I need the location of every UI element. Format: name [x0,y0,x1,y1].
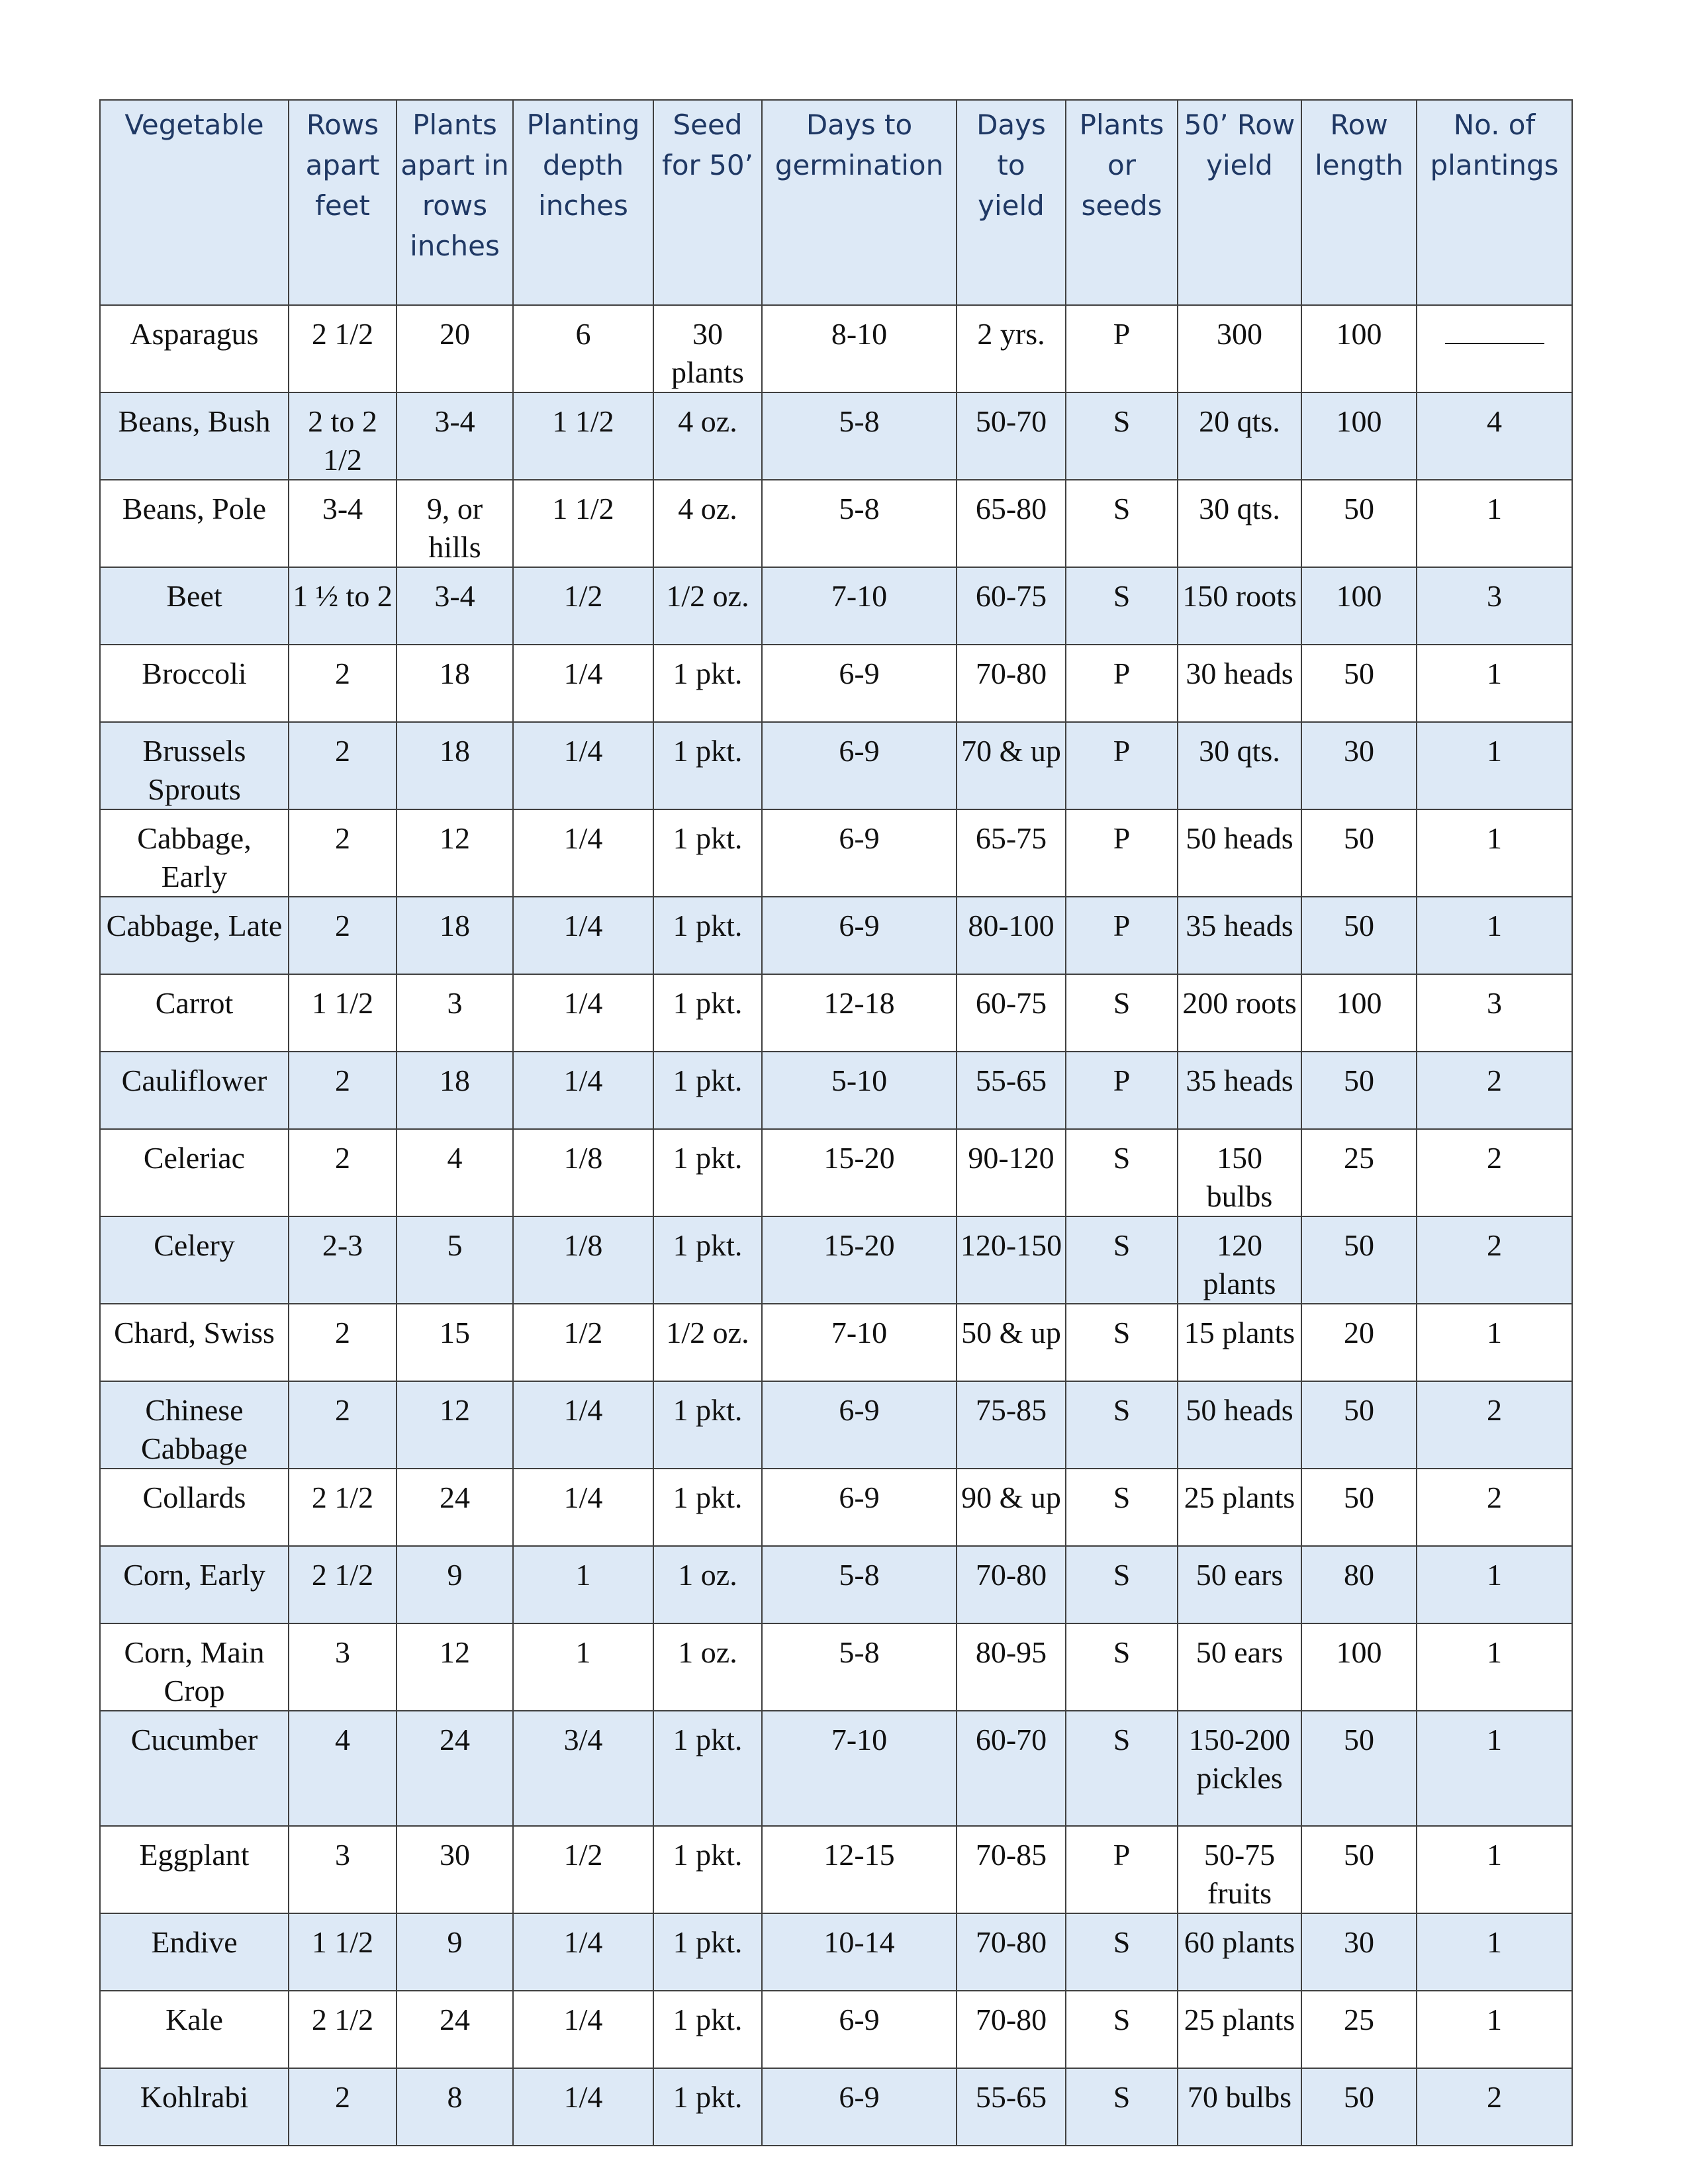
cell-planting-depth: 1/4 [513,2068,653,2146]
cell-row-yield: 150 bulbs [1178,1129,1301,1216]
cell-rows-apart: 3 [289,1623,397,1711]
header-row-length: Row length [1301,100,1417,305]
table-row [100,1381,1572,1469]
header-row-yield: 50’ Row yield [1178,100,1301,305]
cell-planting-depth: 1/4 [513,897,653,974]
cell-row-yield: 25 plants [1178,1991,1301,2068]
cell-row-length: 50 [1301,1216,1417,1304]
table-row [100,645,1572,722]
cell-days-to-germination: 6-9 [762,1469,957,1546]
cell-row-length: 50 [1301,1052,1417,1129]
cell-plants-or-seeds: P [1066,1826,1178,1913]
cell-plants-or-seeds: S [1066,1546,1178,1623]
cell-row-length: 25 [1301,1991,1417,2068]
cell-seed-for-50: 1 pkt. [653,2068,762,2146]
cell-planting-depth: 1/4 [513,1991,653,2068]
cell-planting-depth: 1/2 [513,567,653,645]
cell-days-to-yield: 70-85 [957,1826,1066,1913]
cell-rows-apart: 2 1/2 [289,1469,397,1546]
cell-row-yield: 50-75 fruits [1178,1826,1301,1913]
table-row [100,1469,1572,1546]
cell-seed-for-50: 1 pkt. [653,1913,762,1991]
cell-days-to-yield: 70-80 [957,645,1066,722]
cell-row-length: 20 [1301,1304,1417,1381]
cell-plants-or-seeds: S [1066,480,1178,567]
cell-days-to-germination: 12-18 [762,974,957,1052]
cell-planting-depth: 1/4 [513,1913,653,1991]
cell-row-yield: 120 plants [1178,1216,1301,1304]
cell-row-length: 100 [1301,567,1417,645]
cell-no-of-plantings [1417,305,1572,392]
cell-days-to-germination: 10-14 [762,1913,957,1991]
cell-rows-apart: 2 [289,2068,397,2146]
table-row [100,897,1572,974]
cell-row-yield: 15 plants [1178,1304,1301,1381]
cell-vegetable: Beans, Bush [100,392,289,480]
cell-row-length: 100 [1301,392,1417,480]
cell-planting-depth: 1/8 [513,1129,653,1216]
cell-planting-depth: 1 1/2 [513,480,653,567]
cell-days-to-yield: 80-95 [957,1623,1066,1711]
cell-days-to-yield: 60-75 [957,567,1066,645]
cell-vegetable: Celery [100,1216,289,1304]
cell-days-to-germination: 5-8 [762,392,957,480]
cell-planting-depth: 1/4 [513,809,653,897]
cell-plants-or-seeds: S [1066,1216,1178,1304]
cell-vegetable: Beans, Pole [100,480,289,567]
cell-days-to-yield: 2 yrs. [957,305,1066,392]
cell-plants-or-seeds: S [1066,1991,1178,2068]
cell-row-yield: 30 heads [1178,645,1301,722]
cell-rows-apart: 2 [289,897,397,974]
table-row [100,2068,1572,2146]
cell-row-length: 50 [1301,1711,1417,1826]
cell-days-to-yield: 75-85 [957,1381,1066,1469]
header-rows-apart: Rows apart feet [289,100,397,305]
cell-planting-depth: 1/8 [513,1216,653,1304]
cell-planting-depth: 1 [513,1623,653,1711]
cell-no-of-plantings: 1 [1417,809,1572,897]
cell-seed-for-50: 1 pkt. [653,722,762,809]
cell-days-to-germination: 6-9 [762,1381,957,1469]
cell-rows-apart: 3-4 [289,480,397,567]
cell-row-yield: 150 roots [1178,567,1301,645]
cell-plants-or-seeds: S [1066,1129,1178,1216]
cell-seed-for-50: 1 pkt. [653,1381,762,1469]
cell-plants-apart: 18 [397,645,513,722]
cell-no-of-plantings: 2 [1417,2068,1572,2146]
cell-vegetable: Cucumber [100,1711,289,1826]
cell-plants-apart: 5 [397,1216,513,1304]
cell-row-length: 80 [1301,1546,1417,1623]
cell-seed-for-50: 1 pkt. [653,809,762,897]
cell-rows-apart: 2 1/2 [289,1991,397,2068]
cell-row-yield: 200 roots [1178,974,1301,1052]
cell-plants-or-seeds: S [1066,1469,1178,1546]
cell-rows-apart: 2 [289,1381,397,1469]
cell-no-of-plantings: 1 [1417,1546,1572,1623]
header-no-of-plantings: No. of plantings [1417,100,1572,305]
cell-plants-or-seeds: P [1066,645,1178,722]
cell-row-yield: 150-200 pickles [1178,1711,1301,1826]
cell-row-length: 25 [1301,1129,1417,1216]
table-row [100,1991,1572,2068]
header-row [100,100,1572,305]
cell-planting-depth: 1/4 [513,645,653,722]
cell-no-of-plantings: 3 [1417,974,1572,1052]
table-row [100,809,1572,897]
cell-days-to-germination: 5-8 [762,480,957,567]
cell-row-yield: 35 heads [1178,1052,1301,1129]
cell-days-to-yield: 120-150 [957,1216,1066,1304]
header-plants-or-seeds: Plants or seeds [1066,100,1178,305]
table-row [100,1052,1572,1129]
cell-rows-apart: 2 [289,1052,397,1129]
cell-planting-depth: 1 1/2 [513,392,653,480]
cell-vegetable: Corn, Early [100,1546,289,1623]
cell-plants-apart: 18 [397,1052,513,1129]
cell-vegetable: Carrot [100,974,289,1052]
cell-rows-apart: 4 [289,1711,397,1826]
header-planting-depth: Planting depth inches [513,100,653,305]
cell-row-length: 100 [1301,305,1417,392]
cell-days-to-yield: 55-65 [957,1052,1066,1129]
table-row [100,1546,1572,1623]
cell-rows-apart: 2 [289,1129,397,1216]
cell-days-to-yield: 70-80 [957,1991,1066,2068]
cell-seed-for-50: 30 plants [653,305,762,392]
cell-vegetable: Endive [100,1913,289,1991]
cell-seed-for-50: 1 pkt. [653,1991,762,2068]
cell-rows-apart: 2 1/2 [289,1546,397,1623]
cell-days-to-yield: 70-80 [957,1546,1066,1623]
cell-no-of-plantings: 1 [1417,1826,1572,1913]
cell-days-to-yield: 65-80 [957,480,1066,567]
cell-rows-apart: 1 1/2 [289,974,397,1052]
cell-rows-apart: 2-3 [289,1216,397,1304]
cell-plants-apart: 15 [397,1304,513,1381]
cell-days-to-yield: 70-80 [957,1913,1066,1991]
cell-plants-or-seeds: S [1066,1381,1178,1469]
cell-plants-apart: 30 [397,1826,513,1913]
cell-seed-for-50: 1 pkt. [653,645,762,722]
cell-days-to-yield: 50-70 [957,392,1066,480]
cell-plants-apart: 8 [397,2068,513,2146]
cell-row-length: 50 [1301,897,1417,974]
cell-plants-apart: 18 [397,897,513,974]
cell-days-to-germination: 12-15 [762,1826,957,1913]
cell-row-yield: 50 ears [1178,1546,1301,1623]
cell-days-to-germination: 6-9 [762,1991,957,2068]
cell-row-yield: 300 [1178,305,1301,392]
cell-vegetable: Cauliflower [100,1052,289,1129]
cell-plants-apart: 20 [397,305,513,392]
table-row [100,1129,1572,1216]
cell-rows-apart: 2 [289,722,397,809]
cell-seed-for-50: 1 pkt. [653,1711,762,1826]
cell-days-to-yield: 50 & up [957,1304,1066,1381]
cell-rows-apart: 2 [289,809,397,897]
cell-plants-apart: 12 [397,1623,513,1711]
cell-vegetable: Beet [100,567,289,645]
cell-planting-depth: 1/4 [513,974,653,1052]
cell-rows-apart: 3 [289,1826,397,1913]
cell-row-yield: 30 qts. [1178,480,1301,567]
cell-no-of-plantings: 1 [1417,722,1572,809]
cell-plants-apart: 3 [397,974,513,1052]
cell-no-of-plantings: 2 [1417,1381,1572,1469]
header-plants-apart: Plants apart in rows inches [397,100,513,305]
cell-plants-apart: 12 [397,809,513,897]
cell-rows-apart: 1 1/2 [289,1913,397,1991]
cell-planting-depth: 1/4 [513,1052,653,1129]
cell-days-to-yield: 80-100 [957,897,1066,974]
cell-seed-for-50: 1 pkt. [653,974,762,1052]
cell-days-to-germination: 5-10 [762,1052,957,1129]
cell-row-length: 30 [1301,722,1417,809]
cell-vegetable: Kohlrabi [100,2068,289,2146]
cell-vegetable: Asparagus [100,305,289,392]
cell-row-length: 50 [1301,1826,1417,1913]
cell-no-of-plantings: 1 [1417,1623,1572,1711]
cell-days-to-yield: 55-65 [957,2068,1066,2146]
cell-plants-apart: 24 [397,1711,513,1826]
cell-plants-apart: 9 [397,1913,513,1991]
cell-seed-for-50: 1 pkt. [653,1052,762,1129]
cell-days-to-yield: 70 & up [957,722,1066,809]
cell-plants-apart: 12 [397,1381,513,1469]
cell-seed-for-50: 1 pkt. [653,1129,762,1216]
table-row [100,1826,1572,1913]
cell-row-length: 50 [1301,645,1417,722]
cell-row-yield: 70 bulbs [1178,2068,1301,2146]
cell-no-of-plantings: 1 [1417,1304,1572,1381]
cell-row-length: 30 [1301,1913,1417,1991]
cell-seed-for-50: 1 pkt. [653,1469,762,1546]
cell-row-length: 50 [1301,480,1417,567]
cell-plants-or-seeds: S [1066,567,1178,645]
cell-row-yield: 25 plants [1178,1469,1301,1546]
table-row [100,1623,1572,1711]
cell-seed-for-50: 1 pkt. [653,897,762,974]
cell-rows-apart: 2 [289,1304,397,1381]
header-days-to-yield: Days to yield [957,100,1066,305]
cell-plants-apart: 24 [397,1469,513,1546]
cell-rows-apart: 2 to 2 1/2 [289,392,397,480]
cell-plants-or-seeds: P [1066,897,1178,974]
cell-planting-depth: 1/2 [513,1304,653,1381]
cell-seed-for-50: 1 pkt. [653,1216,762,1304]
cell-days-to-germination: 15-20 [762,1129,957,1216]
cell-days-to-germination: 7-10 [762,567,957,645]
cell-vegetable: Kale [100,1991,289,2068]
cell-days-to-germination: 8-10 [762,305,957,392]
cell-seed-for-50: 1/2 oz. [653,567,762,645]
cell-days-to-germination: 6-9 [762,897,957,974]
cell-rows-apart: 2 [289,645,397,722]
cell-row-yield: 60 plants [1178,1913,1301,1991]
cell-plants-or-seeds: P [1066,809,1178,897]
cell-plants-apart: 3-4 [397,392,513,480]
cell-days-to-germination: 7-10 [762,1304,957,1381]
cell-plants-or-seeds: S [1066,1623,1178,1711]
table-row [100,1913,1572,1991]
cell-days-to-germination: 15-20 [762,1216,957,1304]
cell-plants-or-seeds: P [1066,305,1178,392]
table-row [100,1711,1572,1826]
cell-no-of-plantings: 1 [1417,1991,1572,2068]
cell-planting-depth: 1 [513,1546,653,1623]
cell-vegetable: Eggplant [100,1826,289,1913]
cell-no-of-plantings: 4 [1417,392,1572,480]
cell-days-to-germination: 5-8 [762,1546,957,1623]
cell-planting-depth: 1/4 [513,1381,653,1469]
table-row [100,567,1572,645]
cell-plants-or-seeds: P [1066,1052,1178,1129]
cell-days-to-yield: 90-120 [957,1129,1066,1216]
cell-row-yield: 35 heads [1178,897,1301,974]
cell-planting-depth: 1/4 [513,722,653,809]
cell-plants-apart: 18 [397,722,513,809]
table-row [100,974,1572,1052]
cell-days-to-germination: 6-9 [762,645,957,722]
table-row [100,1216,1572,1304]
cell-vegetable: Collards [100,1469,289,1546]
cell-days-to-yield: 60-70 [957,1711,1066,1826]
table-row [100,480,1572,567]
vegetable-planting-table [99,99,1573,2146]
cell-row-length: 50 [1301,1381,1417,1469]
cell-vegetable: Cabbage, Early [100,809,289,897]
cell-row-length: 100 [1301,1623,1417,1711]
cell-days-to-germination: 6-9 [762,722,957,809]
table-row [100,305,1572,392]
cell-vegetable: Celeriac [100,1129,289,1216]
cell-vegetable: Chard, Swiss [100,1304,289,1381]
cell-rows-apart: 1 ½ to 2 [289,567,397,645]
cell-seed-for-50: 1 oz. [653,1546,762,1623]
cell-planting-depth: 1/2 [513,1826,653,1913]
cell-seed-for-50: 4 oz. [653,480,762,567]
cell-no-of-plantings: 1 [1417,1913,1572,1991]
cell-vegetable: Cabbage, Late [100,897,289,974]
cell-no-of-plantings: 2 [1417,1129,1572,1216]
cell-no-of-plantings: 2 [1417,1052,1572,1129]
cell-seed-for-50: 1 oz. [653,1623,762,1711]
cell-plants-or-seeds: P [1066,722,1178,809]
blank-line [1445,315,1544,344]
cell-plants-apart: 4 [397,1129,513,1216]
cell-row-length: 50 [1301,2068,1417,2146]
cell-days-to-yield: 65-75 [957,809,1066,897]
cell-plants-apart: 3-4 [397,567,513,645]
cell-days-to-germination: 7-10 [762,1711,957,1826]
header-days-to-germination: Days to germination [762,100,957,305]
table-row [100,1304,1572,1381]
cell-seed-for-50: 1 pkt. [653,1826,762,1913]
cell-row-yield: 50 heads [1178,809,1301,897]
header-seed-for-50: Seed for 50’ [653,100,762,305]
cell-row-length: 50 [1301,1469,1417,1546]
cell-no-of-plantings: 1 [1417,897,1572,974]
cell-days-to-germination: 5-8 [762,1623,957,1711]
cell-seed-for-50: 4 oz. [653,392,762,480]
cell-vegetable: Broccoli [100,645,289,722]
cell-rows-apart: 2 1/2 [289,305,397,392]
cell-plants-or-seeds: S [1066,2068,1178,2146]
cell-planting-depth: 1/4 [513,1469,653,1546]
cell-days-to-yield: 60-75 [957,974,1066,1052]
cell-vegetable: Chinese Cabbage [100,1381,289,1469]
cell-days-to-germination: 6-9 [762,809,957,897]
cell-no-of-plantings: 1 [1417,645,1572,722]
cell-row-yield: 30 qts. [1178,722,1301,809]
cell-row-yield: 50 heads [1178,1381,1301,1469]
cell-plants-apart: 9, or hills [397,480,513,567]
cell-row-yield: 50 ears [1178,1623,1301,1711]
table-row [100,722,1572,809]
cell-plants-or-seeds: S [1066,1711,1178,1826]
cell-days-to-yield: 90 & up [957,1469,1066,1546]
table-row [100,392,1572,480]
cell-no-of-plantings: 2 [1417,1469,1572,1546]
cell-days-to-germination: 6-9 [762,2068,957,2146]
cell-row-yield: 20 qts. [1178,392,1301,480]
cell-plants-or-seeds: S [1066,1913,1178,1991]
cell-planting-depth: 3/4 [513,1711,653,1826]
cell-no-of-plantings: 3 [1417,567,1572,645]
cell-no-of-plantings: 2 [1417,1216,1572,1304]
header-vegetable: Vegetable [100,100,289,305]
cell-vegetable: Brussels Sprouts [100,722,289,809]
cell-row-length: 100 [1301,974,1417,1052]
cell-planting-depth: 6 [513,305,653,392]
cell-seed-for-50: 1/2 oz. [653,1304,762,1381]
cell-plants-apart: 24 [397,1991,513,2068]
cell-vegetable: Corn, Main Crop [100,1623,289,1711]
cell-plants-or-seeds: S [1066,974,1178,1052]
cell-plants-or-seeds: S [1066,392,1178,480]
cell-no-of-plantings: 1 [1417,480,1572,567]
cell-no-of-plantings: 1 [1417,1711,1572,1826]
cell-plants-apart: 9 [397,1546,513,1623]
cell-plants-or-seeds: S [1066,1304,1178,1381]
cell-row-length: 50 [1301,809,1417,897]
